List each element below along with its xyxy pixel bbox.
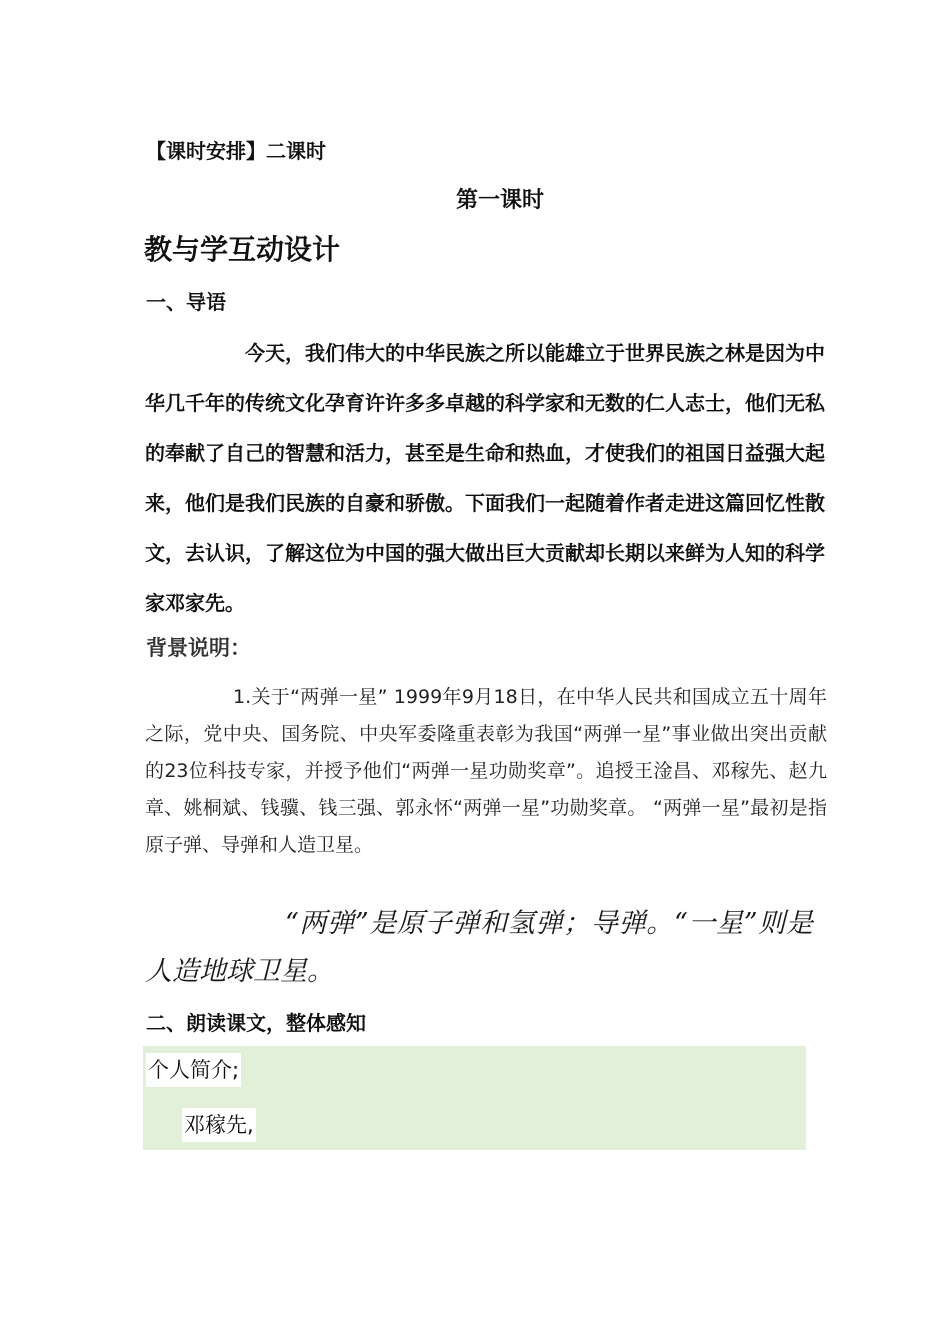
intro-paragraph: 今天，我们伟大的中华民族之所以能雄立于世界民族之林是因为中华几千年的传统文化孕育许许多多卓越的科学家和无数的仁人志士，他们无私的奉献了自己的智慧和活力，甚至是生命和热血，才使我们的祖国日益强大起来，他们是我们民族的自豪和骄傲。下面我们一起随着作者走进这篇回忆性散文，去认识，了解这位为中国的强大做出巨大贡献却长期以来鲜为人知的科学家邓家先。 bbox=[145, 341, 825, 615]
profile-label: 个人简介; bbox=[146, 1053, 241, 1087]
design-heading: 教与学互动设计 bbox=[144, 233, 341, 266]
background-heading: 背景说明： bbox=[146, 636, 251, 660]
two-bombs-note: “两弹”是原子弹和氢弹；导弹。“一星”则是人造地球卫星。 bbox=[145, 908, 813, 987]
section-heading-reading: 二、朗读课文，整体感知 bbox=[146, 1011, 366, 1035]
schedule-line: 【课时安排】二课时 bbox=[146, 139, 326, 163]
lesson-title: 第一课时 bbox=[455, 188, 544, 213]
profile-name: 邓稼先, bbox=[182, 1108, 256, 1142]
background-paragraph: 1.关于“两弹一星” 1999年9月18日，在中华人民共和国成立五十周年之际，党中央、国务院、中央军委隆重表彰为我国“两弹一星”事业做出突出贡献的23位科技专家，并授予他们“两弹一星功勋奖章”。追授王淦昌、邓稼先、赵九章、姚桐斌、钱骥、钱三强、郭永怀“两弹一星”功勋奖章。 “两弹一星”最初是指原子弹、导弹和人造卫星。 bbox=[145, 686, 827, 856]
section-heading-intro: 一、导语 bbox=[146, 290, 226, 314]
